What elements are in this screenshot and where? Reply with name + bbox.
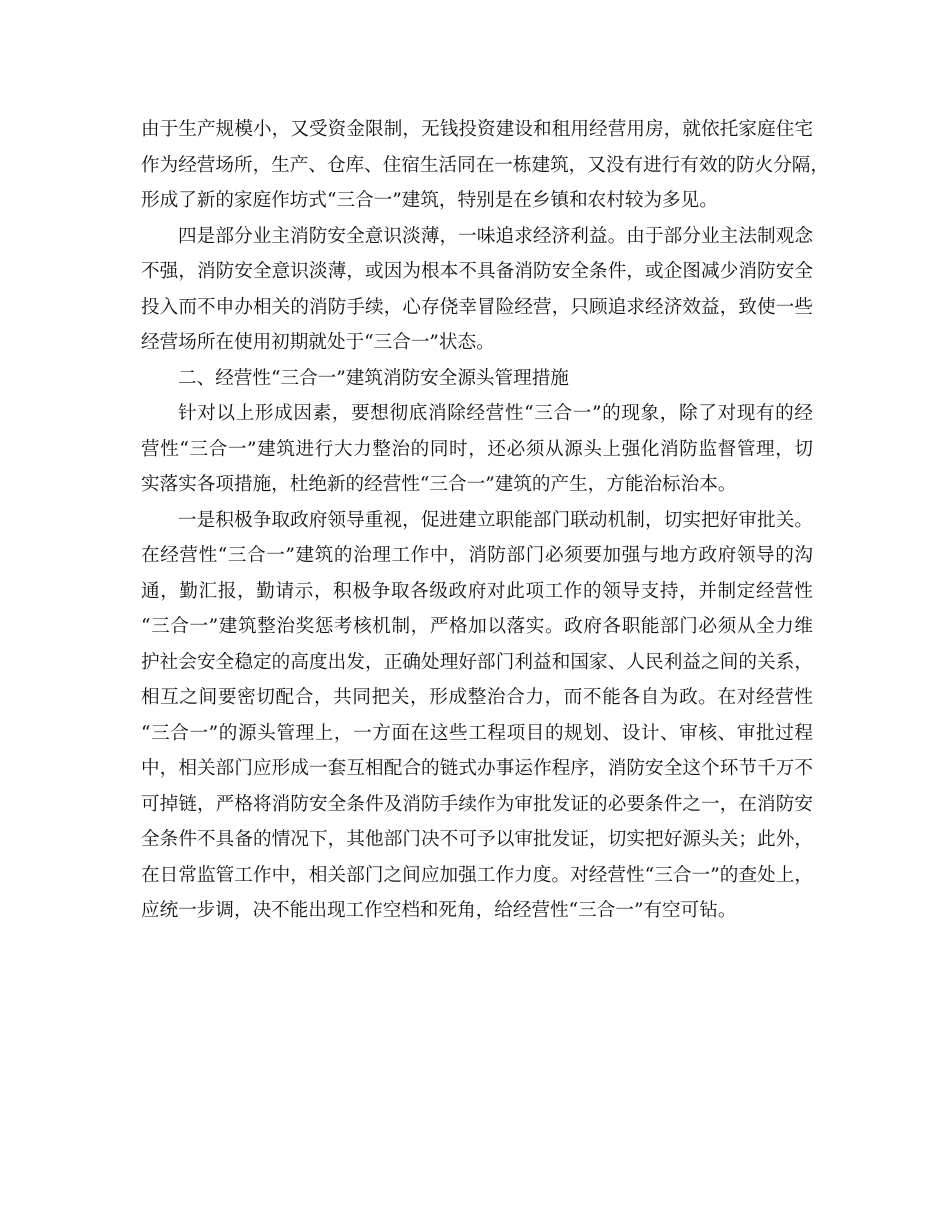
- text-line: 四是部分业主消防安全意识淡薄，一味追求经济利益。由于部分业主法制观念: [178, 225, 813, 247]
- text-line: 应统一步调，决不能出现工作空档和死角，给经营性“三合一”有空可钻。: [141, 900, 737, 921]
- text-line: 不强，消防安全意识淡薄，或因为根本不具备消防安全条件，或企图减少消防安全: [141, 261, 813, 282]
- text-line: “三合一”的源头管理上，一方面在这些工程项目的规划、设计、审核、审批过程: [141, 722, 813, 744]
- text-line: 实落实各项措施，杜绝新的经营性“三合一”建筑的产生，方能治标治本。: [141, 474, 737, 495]
- text-line: 形成了新的家庭作坊式“三合一”建筑，特别是在乡镇和农村较为多见。: [141, 190, 718, 211]
- text-line: 护社会安全稳定的高度出发，正确处理好部门利益和国家、人民利益之间的关系，: [141, 651, 813, 673]
- text-line: 一是积极争取政府领导重视，促进建立职能部门联动机制，切实把好审批关。: [178, 509, 813, 531]
- text-line: 在日常监管工作中，相关部门之间应加强工作力度。对经营性“三合一”的查处上，: [141, 864, 813, 886]
- text-line: 营性“三合一”建筑进行大力整治的同时，还必须从源头上强化消防监督管理，切: [141, 438, 813, 460]
- text-line: 相互之间要密切配合，共同把关，形成整治合力，而不能各自为政。在对经营性: [141, 687, 813, 708]
- text-line: 由于生产规模小，又受资金限制，无钱投资建设和租用经营用房，就依托家庭住宅: [141, 119, 813, 140]
- text-line: 全条件不具备的情况下，其他部门决不可予以审批发证，切实把好源头关；此外，: [141, 829, 813, 850]
- body-text: [141, 112, 829, 929]
- text-line: 中，相关部门应形成一套互相配合的链式办事运作程序，消防安全这个环节千万不: [141, 758, 813, 779]
- text-line: 作为经营场所，生产、仓库、住宿生活同在一栋建筑，又没有进行有效的防火分隔，: [141, 154, 829, 176]
- text-line: 针对以上形成因素，要想彻底消除经营性“三合一”的现象，除了对现有的经: [178, 403, 813, 424]
- text-line: 在经营性“三合一”建筑的治理工作中，消防部门必须要加强与地方政府领导的沟: [141, 545, 813, 566]
- text-line: 经营场所在使用初期就处于“三合一”状态。: [141, 332, 495, 353]
- section-heading: 二、经营性“三合一”建筑消防安全源头管理措施: [178, 367, 569, 389]
- text-line: “三合一”建筑整治奖惩考核机制，严格加以落实。政府各职能部门必须从全力维: [141, 616, 813, 637]
- text-line: 投入而不申办相关的消防手续，心存侥幸冒险经营，只顾追求经济效益，致使一些: [141, 296, 813, 318]
- text-line: 可掉链，严格将消防安全条件及消防手续作为审批发证的必要条件之一，在消防安: [141, 793, 813, 815]
- text-line: 通，勤汇报，勤请示，积极争取各级政府对此项工作的领导支持，并制定经营性: [141, 580, 813, 602]
